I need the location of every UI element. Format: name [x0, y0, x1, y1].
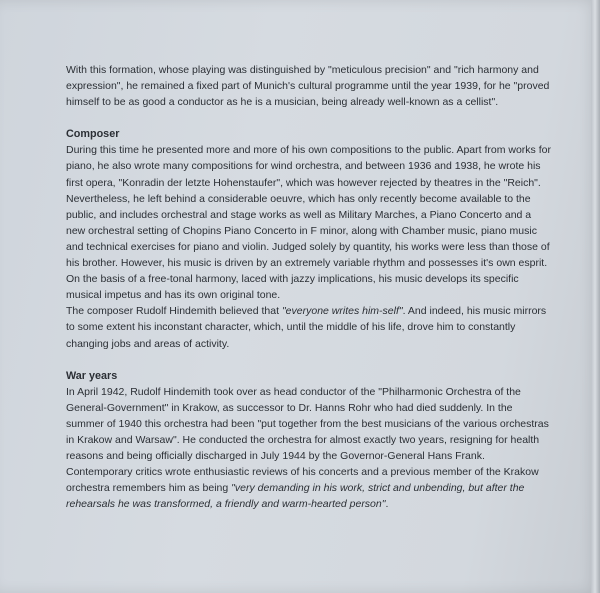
composer-heading: Composer [66, 128, 120, 141]
war-years-paragraph-2-end: . [385, 498, 389, 511]
war-years-heading: War years [66, 369, 118, 382]
war-years-paragraph-1: In April 1942, Rudolf Hindemith took over as head conductor of the "Philharmonic Orchestra of the General-Government" in Krakow, as successor to Dr. Hanns Rohr who had died suddenly. In the summer of 1940 this orchestra had been "put together from the best musicians of the various orchestras in Krakow and Warsaw". He conducted the orchestra for almost exactly two years, resigning for health reasons and being officially discharged in July 1944 by the Governor-General Hans Frank. [66, 385, 549, 463]
war-years-paragraph-2 [66, 464, 552, 512]
page-edge [591, 0, 600, 593]
war-years-quote: "very demanding in his work, strict and unbending, but after the rehearsals he was transformed, a friendly and warm-hearted person" [66, 482, 525, 511]
text-body [66, 62, 552, 512]
composer-quote: "everyone writes him-self" [281, 305, 403, 318]
war-years-paragraph-2-text: Contemporary critics wrote enthusiastic reviews of his concerts and a previous member of the Krakow orchestra remembers him as being [66, 466, 539, 495]
composer-paragraph-1: During this time he presented more and more of his own compositions to the public. Apart from works for piano, he also wrote many compositions for wind orchestra, and between 1936 and 1938, he wrote his first opera, "Konradin der letzte Hohenstaufer", which was however rejected by theatres in the "Reich". Nevertheless, he left behind a considerable oeuvre, which has only recently become available to the public, and includes orchestral and stage works as well as Military Marches, a Piano Concerto and a new orchestral setting of Chopins Piano Concerto in F minor, along with Chamber music, piano music and technical exercises for piano and violin. Judged solely by quantity, his works were less than those of his brother. However, his music is driven by an extremely variable rhythm and possesses it's own esprit. On the basis of a free-tonal harmony, laced with jazzy implications, his music develops its specific musical impetus and has its own original tone. [66, 144, 551, 302]
spacer [66, 352, 552, 368]
composer-paragraph-2 [66, 303, 552, 351]
composer-paragraph-2-text: The composer Rudolf Hindemith believed that [66, 305, 282, 318]
intro-paragraph: With this formation, whose playing was distinguished by "meticulous precision" and "rich harmony and expression", he remained a fixed part of Munich's cultural programme until the year 1939, for he "proved himself to be as good a conductor as he is a musician, being already well-known as a cellist". [66, 64, 550, 109]
composer-paragraph-2-end: . And indeed, his music mirrors to some extent his inconstant character, which, until the middle of his life, drove him to constantly changing jobs and areas of activity. [66, 305, 547, 350]
spacer [66, 110, 552, 126]
